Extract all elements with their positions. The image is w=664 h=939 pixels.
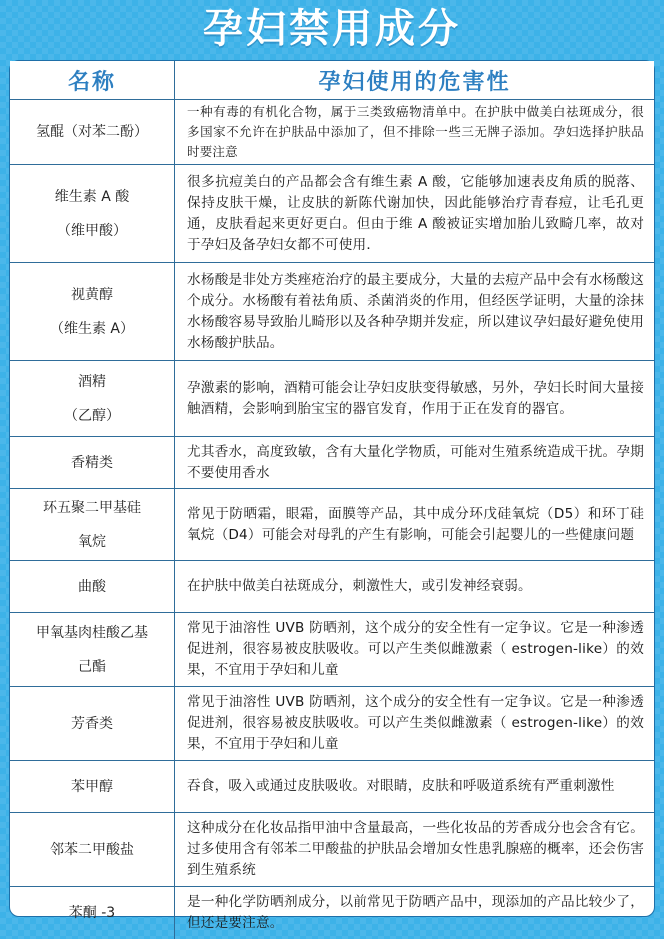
ingredient-hazard: 在护肤中做美白祛斑成分，刺激性大，或引发神经衰弱。 xyxy=(175,561,655,613)
ingredient-name-line: 邻苯二甲酸盐 xyxy=(50,841,134,858)
page-title: 孕妇禁用成分 xyxy=(203,6,461,52)
ingredient-hazard: 吞食，吸入或通过皮肤吸收。对眼睛，皮肤和呼吸道系统有严重刺激性 xyxy=(175,761,655,813)
ingredient-name xyxy=(10,561,175,613)
ingredient-hazard: 尤其香水，高度致敏，含有大量化学物质，可能对生殖系统造成干扰。孕期不要使用香水 xyxy=(175,437,655,489)
ingredient-hazard: 常见于油溶性 UVB 防晒剂，这个成分的安全性有一定争议。它是一种渗透促进剂，很容易被皮肤吸收。可以产生类似雌激素（ estrogen-like）的效果，不宜用于孕妇和儿童 xyxy=(175,687,655,761)
ingredient-hazard: 常见于油溶性 UVB 防晒剂，这个成分的安全性有一定争议。它是一种渗透促进剂，很容易被皮肤吸收。可以产生类似雌激素（ estrogen-like）的效果，不宜用于孕妇和儿童 xyxy=(175,613,655,687)
ingredient-name-line: 环五聚二甲基硅 xyxy=(43,499,141,516)
table-row xyxy=(10,887,654,939)
ingredient-name-line: 酒精 xyxy=(78,373,106,390)
ingredient-hazard: 孕激素的影响，酒精可能会让孕妇皮肤变得敏感，另外，孕妇长时间大量接触酒精，会影响到胎宝宝的器官发育，作用于正在发育的器官。 xyxy=(175,361,655,437)
ingredient-name-line: 氢醌（对苯二酚） xyxy=(36,124,148,140)
ingredient-name-line: 苯酮 -3 xyxy=(68,904,116,921)
ingredient-table-panel xyxy=(9,60,655,931)
table-row xyxy=(10,561,654,613)
ingredient-name-line: （维生素 A） xyxy=(49,320,135,337)
ingredient-name xyxy=(10,100,175,165)
ingredient-hazard: 常见于防晒霜，眼霜，面膜等产品，其中成分环戊硅氧烷（D5）和环丁硅氧烷（D4）可能会对母乳的产生有影响，可能会引起婴儿的一些健康问题 xyxy=(175,489,655,561)
ingredient-name-line: 维生素 A 酸 xyxy=(54,188,130,205)
ingredient-name-line: 曲酸 xyxy=(78,578,106,595)
ingredient-name-line: 香精类 xyxy=(71,454,113,471)
ingredient-name-line: 己酯 xyxy=(78,658,106,675)
ingredient-name xyxy=(10,361,175,437)
ingredient-name-line: 芳香类 xyxy=(71,715,113,732)
ingredient-name xyxy=(10,761,175,813)
table-row xyxy=(10,437,654,489)
ingredient-name xyxy=(10,613,175,687)
ingredient-name-line: 甲氧基肉桂酸乙基 xyxy=(36,624,148,641)
ingredient-name-line: （乙醇） xyxy=(64,407,120,424)
ingredient-name xyxy=(10,887,175,939)
ingredient-name xyxy=(10,165,175,263)
table-row xyxy=(10,100,654,165)
ingredient-hazard: 水杨酸是非处方类痤疮治疗的最主要成分，大量的去痘产品中会有水杨酸这个成分。水杨酸有着祛角质、杀菌消炎的作用，但经医学证明，大量的涂抹水杨酸容易导致胎儿畸形以及各种孕期并发症，所以建议孕妇最好避免使用水杨酸护肤品。 xyxy=(175,263,655,361)
column-header-hazard: 孕妇使用的危害性 xyxy=(175,61,655,100)
ingredient-name-line: 氧烷 xyxy=(78,533,106,550)
ingredient-hazard: 很多抗痘美白的产品都会含有维生素 A 酸，它能够加速表皮角质的脱落、保持皮肤干燥，让皮肤的新陈代谢加快，因此能够治疗青春痘，让毛孔更通，皮肤看起来更好更白。但由于维 A 酸被证实增加胎儿致畸几率，故对于孕妇及备孕妇女都不可使用． xyxy=(175,165,655,263)
table-row xyxy=(10,361,654,437)
table-row xyxy=(10,761,654,813)
ingredient-name xyxy=(10,687,175,761)
ingredient-table xyxy=(10,61,654,939)
column-header-name: 名称 xyxy=(10,61,175,100)
ingredient-hazard: 一种有毒的有机化合物，属于三类致癌物清单中。在护肤中做美白祛斑成分，很多国家不允许在护肤品中添加了，但不排除一些三无牌子添加。孕妇选择护肤品时要注意 xyxy=(175,100,655,165)
ingredient-name xyxy=(10,437,175,489)
ingredient-name xyxy=(10,263,175,361)
ingredient-hazard: 这种成分在化妆品指甲油中含量最高，一些化妆品的芳香成分也会含有它。过多使用含有邻苯二甲酸盐的护肤品会增加女性患乳腺癌的概率，还会伤害到生殖系统 xyxy=(175,813,655,887)
table-row xyxy=(10,263,654,361)
ingredient-name xyxy=(10,813,175,887)
table-row xyxy=(10,613,654,687)
ingredient-name-line: 视黄醇 xyxy=(71,286,113,303)
ingredient-name xyxy=(10,489,175,561)
table-row xyxy=(10,489,654,561)
table-header-row xyxy=(10,61,654,100)
table-row xyxy=(10,165,654,263)
ingredient-name-line: （维甲酸） xyxy=(57,222,127,239)
ingredient-name-line: 苯甲醇 xyxy=(71,778,113,795)
table-row xyxy=(10,813,654,887)
table-row xyxy=(10,687,654,761)
ingredient-hazard: 是一种化学防晒剂成分，以前常见于防晒产品中，现添加的产品比较少了，但还是要注意。 xyxy=(175,887,655,939)
